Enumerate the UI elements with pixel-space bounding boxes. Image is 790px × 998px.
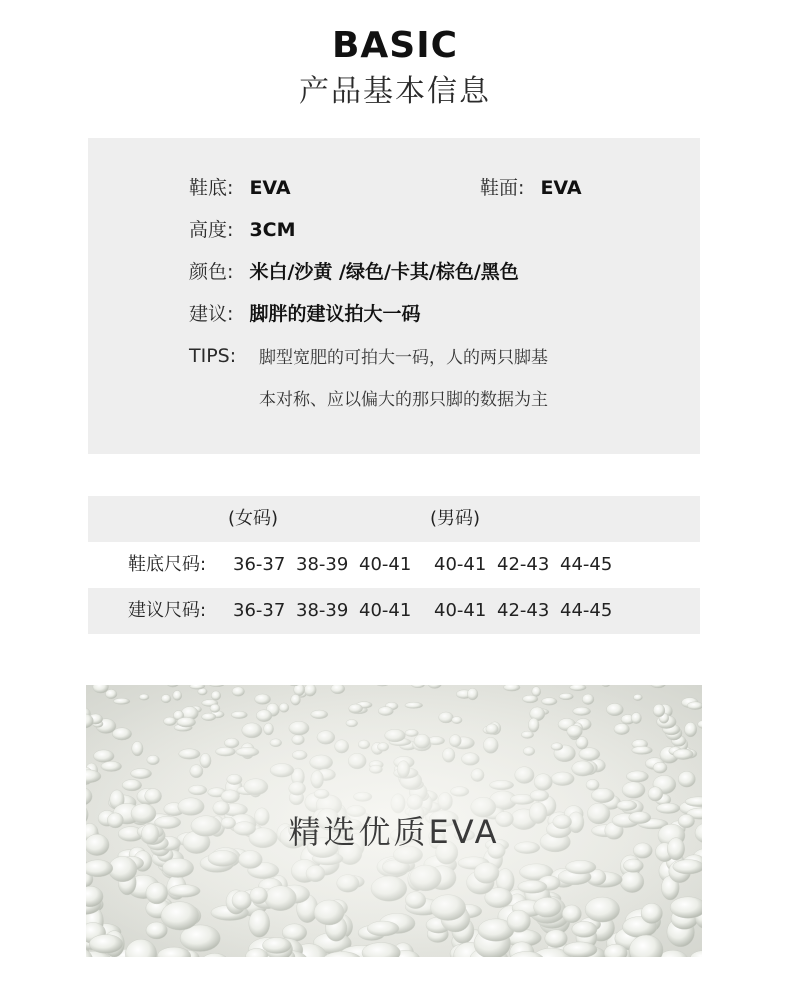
size-cell: 40-41 (359, 600, 412, 621)
sole-row (189, 176, 291, 200)
size-cell: 38-39 (296, 554, 349, 575)
color-row (189, 260, 519, 284)
table-row (88, 588, 700, 634)
height-label: 高度: (189, 219, 234, 241)
size-cell: 40-41 (359, 554, 412, 575)
sole-label: 鞋底: (189, 177, 234, 199)
size-cell: 40-41 (434, 600, 487, 621)
advice-label: 建议: (189, 303, 234, 325)
size-table-header (88, 496, 700, 542)
tips-label: TIPS: (189, 345, 237, 367)
upper-row (480, 176, 582, 200)
men-size-header: (男码) (430, 508, 481, 529)
color-label: 颜色: (189, 261, 234, 283)
size-cell: 40-41 (434, 554, 487, 575)
product-info-panel (88, 138, 700, 454)
size-cell: 42-43 (497, 554, 550, 575)
size-cell: 44-45 (560, 600, 613, 621)
eva-pellets-image (86, 685, 702, 957)
tips-line-1: 脚型宽肥的可拍大一码，人的两只脚基 (259, 348, 548, 368)
sole-value: EVA (249, 177, 291, 199)
tips-label-row (189, 344, 236, 368)
size-table (88, 496, 700, 634)
page-header (0, 22, 790, 112)
size-cell: 42-43 (497, 600, 550, 621)
size-cell: 36-37 (233, 554, 286, 575)
height-value: 3CM (249, 219, 296, 241)
advice-row (189, 302, 420, 326)
size-cell: 36-37 (233, 600, 286, 621)
women-size-header: (女码) (228, 508, 279, 529)
height-row (189, 218, 296, 242)
advice-size-label: 建议尺码: (128, 600, 207, 621)
upper-value: EVA (540, 177, 582, 199)
upper-label: 鞋面: (480, 177, 525, 199)
page-title: BASIC (331, 25, 459, 66)
sole-size-label: 鞋底尺码: (128, 554, 207, 575)
size-cell: 38-39 (296, 600, 349, 621)
tips-line-2: 本对称、应以偏大的那只脚的数据为主 (259, 390, 548, 410)
advice-value: 脚胖的建议拍大一码 (249, 303, 421, 325)
page-subtitle: 产品基本信息 (299, 74, 491, 109)
eva-caption: 精选优质EVA (288, 813, 500, 851)
size-cell: 44-45 (560, 554, 613, 575)
table-row (88, 542, 700, 588)
color-value: 米白/沙黄 /绿色/卡其/棕色/黑色 (249, 261, 519, 283)
